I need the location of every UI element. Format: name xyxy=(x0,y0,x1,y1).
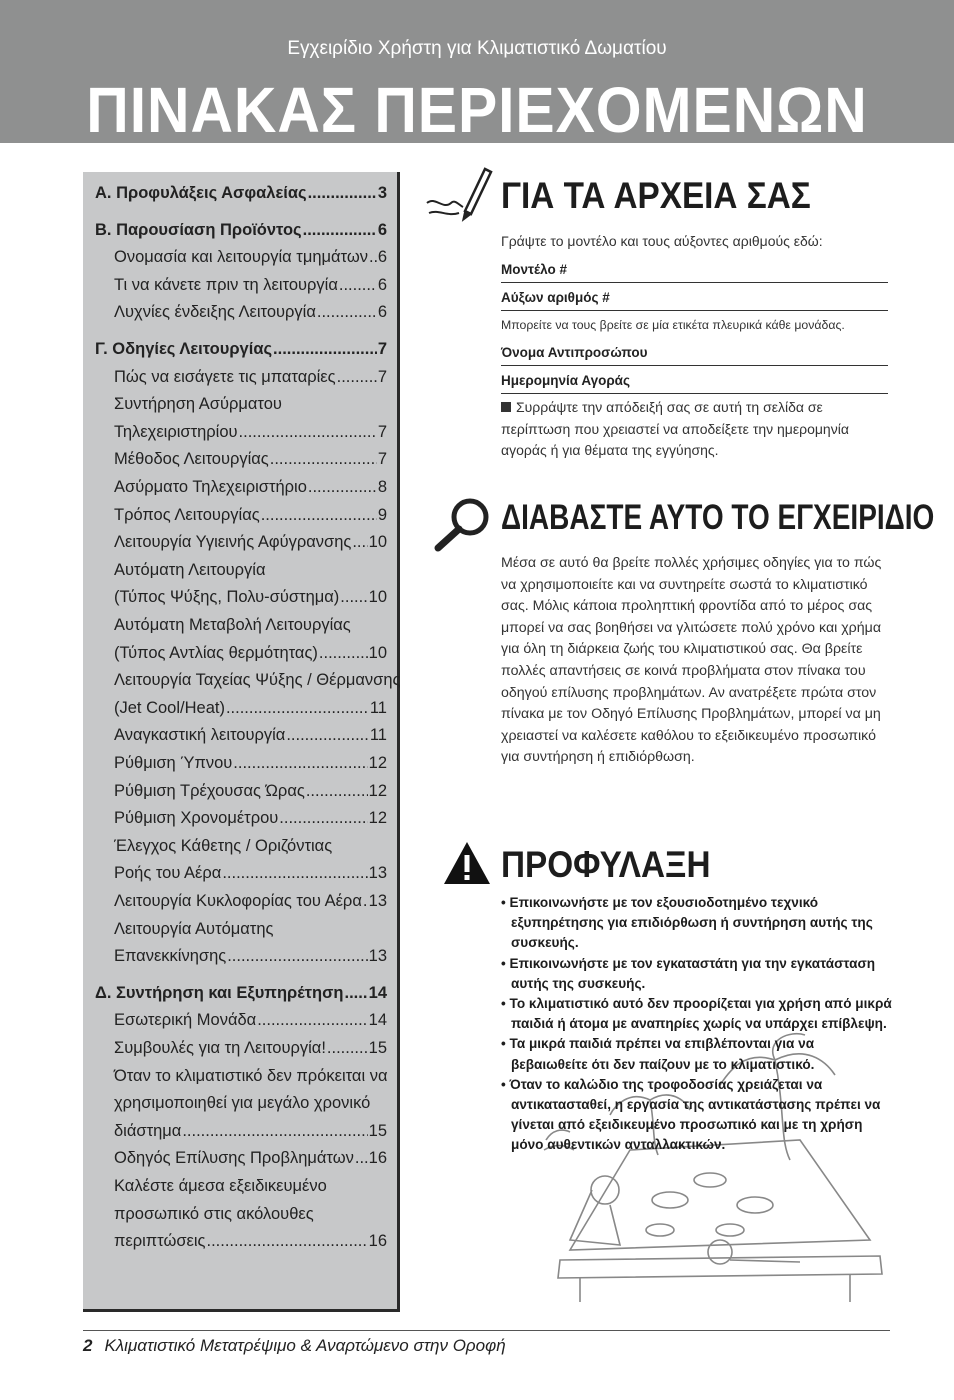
serial-note: Μπορείτε να τους βρείτε σε μία ετικέτα πλευρικά κάθε μονάδας. xyxy=(501,318,845,332)
toc-leader-dots xyxy=(279,807,367,829)
toc-entry-label: Λειτουργία Ταχείας Ψύξης / Θέρμανσης xyxy=(114,671,401,690)
toc-entry-label: Ασύρματο Τηλεχειριστήριο xyxy=(114,478,307,496)
toc-leader-dots xyxy=(207,1230,368,1252)
toc-entry xyxy=(114,586,397,614)
toc-page-number: 11 xyxy=(369,698,387,717)
toc-entry xyxy=(114,1175,397,1203)
toc-entry xyxy=(114,448,397,476)
toc-page-number: 9 xyxy=(377,505,387,524)
toc-leader-dots xyxy=(222,862,367,884)
toc-entry xyxy=(114,780,397,808)
records-intro: Γράψτε το μοντέλο και τους αύξοντες αριθμούς εδώ: xyxy=(501,233,823,249)
toc-entry-label: Μέθοδος Λειτουργίας xyxy=(114,450,269,469)
toc-leader-dots xyxy=(261,504,377,526)
toc-entry-label: Ροής του Αέρα xyxy=(114,864,222,883)
toc-entry xyxy=(114,301,397,329)
manual-subtitle: Εγχειρίδιο Χρήστη για Κλιματιστικό Δωματίου xyxy=(287,38,667,59)
toc-leader-dots xyxy=(352,531,367,553)
toc-entry-label: περιπτώσεις xyxy=(114,1232,206,1251)
toc-entry-label: Λυχνίες ένδειξης Λειτουργία xyxy=(114,303,316,322)
toc-entry xyxy=(114,614,397,642)
toc-leader-dots xyxy=(227,945,367,967)
toc-entry-label: Όταν το κλιματιστικό δεν πρόκειται να xyxy=(114,1066,388,1085)
table-of-contents xyxy=(83,172,400,1312)
toc-page-number: 15 xyxy=(368,1121,387,1140)
model-field: Μοντέλο # xyxy=(501,262,888,283)
toc-entry xyxy=(114,504,397,532)
pen-icon xyxy=(425,163,495,223)
square-bullet-icon xyxy=(501,402,511,412)
toc-entry xyxy=(114,835,397,863)
toc-entry-label: Λειτουργία Υγιεινής Αφύγρανσης xyxy=(114,533,352,552)
toc-page-number: 10 xyxy=(368,643,387,662)
toc-entry xyxy=(114,752,397,780)
toc-entry-label: Συμβουλές για τη Λειτουργία! xyxy=(114,1039,326,1057)
toc-entry-label: Συντήρηση Ασύρματου xyxy=(114,395,282,414)
toc-leader-dots xyxy=(286,724,369,746)
toc-entry-label: Έλεγχος Κάθετης / Οριζόντιας xyxy=(114,836,333,855)
toc-page-number: 13 xyxy=(368,892,387,910)
toc-entry-label: Δ. Συντήρηση και Εξυπηρέτηση xyxy=(95,983,344,1002)
toc-leader-dots xyxy=(363,890,368,912)
toc-leader-dots xyxy=(337,366,377,388)
caution-item: • Επικοινωνήστε με τον εξουσιοδοτημένο τεχνικό εξυπηρέτησης για επιδιόρθωση ή συντήρηση αυτής της συσκευής. xyxy=(501,895,873,951)
toc-entry xyxy=(114,945,397,973)
toc-entry-label: Ρύθμιση Ύπνου xyxy=(114,754,233,772)
toc-entry-label: Τηλεχειριστηρίου xyxy=(114,422,238,441)
caution-list xyxy=(501,893,893,1156)
toc-entry xyxy=(114,1009,397,1037)
toc-leader-dots xyxy=(257,1009,367,1031)
toc-leader-dots xyxy=(233,752,367,774)
read-manual-title: ΔΙΑΒΑΣΤΕ ΑΥΤΟ ΤΟ ΕΓΧΕΙΡΙΔΙΟ xyxy=(501,498,935,537)
caution-item: • Τα μικρά παιδιά πρέπει να επιβλέπονται για να βεβαιωθείτε ότι δεν παίζουν με το κλιματιστικό. xyxy=(501,1036,815,1072)
toc-page-number: 10 xyxy=(368,588,387,607)
toc-entry xyxy=(114,1120,397,1148)
toc-page-number: 7 xyxy=(377,450,387,469)
toc-entry-label: Τρόπος Λειτουργίας xyxy=(114,505,260,524)
read-manual-text: Μέσα σε αυτό θα βρείτε πολλές χρήσιμες οδηγίες για το πώς να χρησιμοποιείτε και να συντηρείτε σωστά το κλιματιστικό σας. Μόλις κάποια προληπτική φροντίδα από το μέρος σας μπορεί να σας βοηθήσει να γλιτώσετε πολύ χρόνο και χρήμα για όλη τη διάρκεια ζωής του κλιματιστικού σας. Θα βρείτε πολλές απαντήσεις σε κοινά προβλήματα στον πίνακα του οδηγού επίλυσης προβλημάτων. Αν ανατρέξετε πρώτα στον πίνακα με τον Οδηγό Επίλυσης Προβλημάτων, μπορεί να μη χρειαστεί να καλέσετε καθόλου το εξειδικευμένο προσωπικό για συντήρηση ή επιδιόρθωση. xyxy=(501,555,882,766)
toc-entry-label: Αυτόματη Μεταβολή Λειτουργίας xyxy=(114,616,351,634)
toc-page-number: 6 xyxy=(377,248,387,267)
toc-leader-dots xyxy=(308,182,377,204)
toc-entry-label: (Τύπος Ψύξης, Πολυ-σύστημα) xyxy=(114,588,340,607)
footer-divider xyxy=(83,1330,890,1331)
toc-entry-label: Ονομασία και λειτουργία τμημάτων xyxy=(114,248,368,267)
toc-leader-dots xyxy=(273,338,377,360)
toc-entry xyxy=(114,246,397,274)
toc-leader-dots xyxy=(306,780,368,802)
toc-page-number: 12 xyxy=(368,754,387,772)
footer-text: Κλιματιστικό Μετατρέψιμο & Αναρτώμενο στην Οροφή xyxy=(104,1336,506,1355)
toc-section-heading xyxy=(95,219,397,247)
toc-leader-dots xyxy=(239,421,377,443)
toc-page-number: 16 xyxy=(368,1149,387,1168)
toc-entry-label: Καλέστε άμεσα εξειδικευμένο xyxy=(114,1177,327,1195)
page-footer xyxy=(83,1336,506,1356)
toc-page-number: 11 xyxy=(369,726,387,745)
toc-entry-label: Οδηγός Επίλυσης Προβλημάτων xyxy=(114,1149,354,1168)
toc-page-number: 7 xyxy=(377,367,387,386)
toc-leader-dots xyxy=(319,642,368,664)
toc-entry-label: Αναγκαστική λειτουργία xyxy=(114,726,286,745)
toc-entry-label: χρησιμοποιηθεί για μεγάλο χρονικό xyxy=(114,1094,371,1113)
toc-entry-label: Β. Παρουσίαση Προϊόντος xyxy=(95,220,302,239)
toc-entry xyxy=(114,531,397,559)
toc-entry-label: προσωπικό στις ακόλουθες xyxy=(114,1204,314,1223)
toc-entry xyxy=(114,807,397,835)
toc-leader-dots xyxy=(317,301,377,323)
toc-entry-label: Γ. Οδηγίες Λειτουργίας xyxy=(95,340,273,358)
toc-entry-label: (Jet Cool/Heat) xyxy=(114,698,225,717)
toc-entry xyxy=(114,669,401,697)
toc-leader-dots xyxy=(182,1120,367,1142)
toc-entry-label: Λειτουργία Αυτόματης xyxy=(114,919,274,938)
toc-page-number: 6 xyxy=(377,303,387,322)
toc-entry-label: (Τύπος Αντλίας θερμότητας) xyxy=(114,643,318,662)
toc-entry xyxy=(114,559,397,587)
toc-entry xyxy=(114,1147,397,1175)
toc-entry xyxy=(114,697,397,725)
toc-leader-dots xyxy=(369,246,377,268)
toc-entry-label: Πώς να εισάγετε τις μπαταρίες xyxy=(114,367,336,386)
toc-entry xyxy=(114,1230,397,1258)
records-title: ΓΙΑ ΤΑ ΑΡΧΕΙΑ ΣΑΣ xyxy=(501,175,811,216)
toc-page-number: 6 xyxy=(377,220,387,239)
toc-page-number: 14 xyxy=(368,983,387,1002)
toc-page-number: 7 xyxy=(377,422,387,441)
toc-entry xyxy=(114,890,397,918)
toc-leader-dots xyxy=(339,274,377,296)
toc-page-number: 7 xyxy=(377,340,387,358)
toc-entry xyxy=(114,1092,397,1120)
toc-page-number: 3 xyxy=(377,184,387,202)
toc-page-number: 12 xyxy=(368,809,387,828)
toc-leader-dots xyxy=(308,476,377,498)
toc-page-number: 6 xyxy=(377,275,387,294)
toc-leader-dots xyxy=(303,219,377,241)
toc-leader-dots xyxy=(340,586,367,608)
caution-title: ΠΡΟΦΥΛΑΞΗ xyxy=(501,844,711,885)
toc-entry xyxy=(114,393,397,421)
toc-page-number: 12 xyxy=(368,781,387,800)
toc-leader-dots xyxy=(226,697,369,719)
toc-entry-label: Λειτουργία Κυκλοφορίας του Αέρα xyxy=(114,892,362,910)
toc-page-number: 13 xyxy=(368,947,387,966)
toc-leader-dots xyxy=(344,982,367,1004)
toc-page-number: 14 xyxy=(368,1011,387,1030)
toc-section-heading xyxy=(95,982,397,1010)
toc-entry-label: Εσωτερική Μονάδα xyxy=(114,1011,257,1030)
toc-entry xyxy=(114,642,397,670)
dealer-field: Όνομα Αντιπροσώπου xyxy=(501,345,888,366)
page-number: 2 xyxy=(83,1336,93,1355)
caution-item: • Επικοινωνήστε με τον εγκαταστάτη για την εγκατάσταση αυτής της συσκευής. xyxy=(501,955,876,991)
serial-field: Αύξων αριθμός # xyxy=(501,290,888,311)
toc-page-number: 15 xyxy=(368,1039,387,1057)
page-title: ΠΙΝΑΚΑΣ ΠΕΡΙΕΧΟΜΕΝΩΝ xyxy=(86,74,868,146)
toc-entry xyxy=(114,421,397,449)
toc-entry-label: Τι να κάνετε πριν τη λειτουργία xyxy=(114,275,338,294)
toc-entry xyxy=(114,366,397,394)
toc-entry xyxy=(114,476,397,504)
toc-entry xyxy=(114,1065,397,1093)
toc-page-number: 16 xyxy=(368,1232,387,1251)
toc-entry-label: Α. Προφυλάξεις Ασφαλείας xyxy=(95,184,307,202)
toc-entry xyxy=(114,724,397,752)
toc-entry xyxy=(114,274,397,302)
toc-entry-label: Επανεκκίνησης xyxy=(114,947,227,966)
toc-page-number: 13 xyxy=(368,864,387,883)
toc-entry-label: Ρύθμιση Χρονομέτρου xyxy=(114,809,279,828)
toc-leader-dots xyxy=(270,448,377,470)
caution-item: • Όταν το καλώδιο της τροφοδοσίας χρειάζεται να αντικατασταθεί, η εργασία της αντικατάστασης πρέπει να γίνεται από εξειδικευμένο προσωπικό και με τη χρήση μόνο αυθεντικών ανταλλακτικών. xyxy=(501,1076,881,1153)
header-banner xyxy=(0,0,954,146)
toc-entry-label: Ρύθμιση Τρέχουσας Ώρας xyxy=(114,781,305,800)
toc-page-number: 10 xyxy=(368,533,387,552)
toc-entry xyxy=(114,1203,397,1231)
magnifier-icon xyxy=(432,495,494,553)
toc-leader-dots xyxy=(355,1147,368,1169)
toc-entry-label: διάστημα xyxy=(114,1121,182,1140)
toc-page-number: 8 xyxy=(377,478,387,496)
toc-entry xyxy=(114,1037,397,1065)
staple-note: Συρράψτε την απόδειξή σας σε αυτή τη σελίδα σε περίπτωση που χρειαστεί να αποδείξετε την ημερομηνία αγοράς ή για θέματα της εγγύησης. xyxy=(501,399,849,458)
toc-section-heading xyxy=(95,182,397,210)
caution-item: • Το κλιματιστικό αυτό δεν προορίζεται για χρήση από μικρά παιδιά ή άτομα με αναπηρίες χωρίς να υπάρχει επίβλεψη. xyxy=(501,996,892,1032)
toc-entry-label: Αυτόματη Λειτουργία xyxy=(114,560,266,579)
warning-icon xyxy=(442,840,492,886)
toc-entry xyxy=(114,862,397,890)
toc-entry xyxy=(114,918,397,946)
toc-leader-dots xyxy=(327,1037,368,1059)
toc-section-heading xyxy=(95,338,397,366)
purchase-date-field: Ημερομηνία Αγοράς xyxy=(501,373,888,394)
